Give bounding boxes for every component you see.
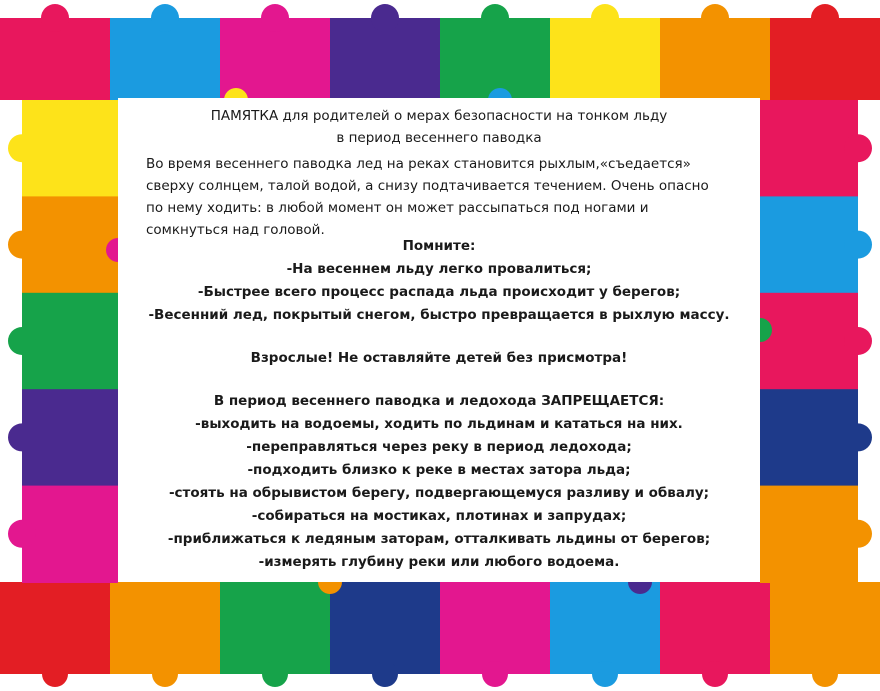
puzzle-knob [844, 423, 872, 451]
puzzle-knob [262, 661, 288, 687]
puzzle-piece [660, 582, 771, 674]
puzzle-knob [8, 327, 36, 355]
puzzle-knob [371, 4, 399, 32]
puzzle-piece [550, 582, 661, 674]
memo-subtitle: в период весеннего паводка [336, 130, 542, 146]
forbidden-heading: В период весеннего паводка и ледохода ЗАПРЕЩАЕТСЯ: [213, 393, 665, 409]
puzzle-piece [0, 582, 111, 674]
forbidden-item: -подходить близко к реке в местах затора льда; [247, 462, 631, 478]
puzzle-piece [22, 389, 118, 486]
puzzle-piece [760, 196, 858, 293]
puzzle-piece [110, 582, 221, 674]
remember-item: -Весенний лед, покрытый снегом, быстро превращается в рыхлую массу. [148, 307, 730, 323]
puzzle-knob [8, 520, 36, 548]
remember-item: -На весеннем льду легко провалиться; [286, 261, 592, 277]
forbidden-item: -приближаться к ледяным заторам, отталкивать льдины от берегов; [167, 531, 711, 547]
puzzle-knob [811, 4, 839, 32]
puzzle-knob [844, 134, 872, 162]
intro-line: сомкнуться над головой. [146, 222, 325, 238]
puzzle-knob [702, 661, 728, 687]
puzzle-knob [844, 520, 872, 548]
puzzle-knob [701, 4, 729, 32]
memo-title: ПАМЯТКА для родителей о мерах безопасности на тонком льду [210, 108, 668, 124]
puzzle-piece [22, 486, 118, 583]
puzzle-piece [760, 100, 858, 197]
forbidden-item: -переправляться через реку в период ледохода; [246, 439, 632, 455]
puzzle-piece [220, 582, 331, 674]
puzzle-piece [760, 293, 858, 390]
puzzle-knob [481, 4, 509, 32]
puzzle-piece [22, 100, 118, 197]
forbidden-item: -измерять глубину реки или любого водоема. [258, 554, 620, 570]
forbidden-item: -выходить на водоемы, ходить по льдинам и кататься на них. [195, 416, 683, 432]
puzzle-knob [812, 661, 838, 687]
puzzle-piece [760, 486, 858, 583]
puzzle-piece [440, 582, 551, 674]
puzzle-piece [22, 293, 118, 390]
puzzle-knob [482, 661, 508, 687]
remember-item: -Быстрее всего процесс распада льда происходит у берегов; [197, 284, 681, 300]
puzzle-knob [261, 4, 289, 32]
puzzle-knob [592, 661, 618, 687]
forbidden-item: -стоять на обрывистом берегу, подвергающемуся разливу и обвалу; [168, 485, 710, 501]
intro-line: по нему ходить: в любой момент он может рассыпаться под ногами и [146, 200, 649, 216]
puzzle-piece [760, 389, 858, 486]
puzzle-knob [41, 4, 69, 32]
puzzle-knob [152, 661, 178, 687]
puzzle-piece [770, 582, 880, 674]
memo-panel [118, 98, 760, 582]
remember-heading: Помните: [402, 238, 476, 254]
warning-text: Взрослые! Не оставляйте детей без присмотра! [250, 350, 628, 366]
forbidden-item: -собираться на мостиках, плотинах и запрудах; [251, 508, 627, 524]
puzzle-knob [844, 327, 872, 355]
puzzle-knob [372, 661, 398, 687]
puzzle-piece [330, 582, 441, 674]
puzzle-knob [42, 661, 68, 687]
puzzle-knob [591, 4, 619, 32]
puzzle-knob [8, 231, 36, 259]
intro-line: сверху солнцем, талой водой, а снизу подтачивается течением. Очень опасно [146, 178, 709, 194]
puzzle-knob [844, 231, 872, 259]
puzzle-knob [8, 423, 36, 451]
puzzle-piece [22, 196, 118, 293]
puzzle-knob [151, 4, 179, 32]
intro-line: Во время весеннего паводка лед на реках становится рыхлым,«съедается» [146, 156, 691, 172]
puzzle-knob [8, 134, 36, 162]
